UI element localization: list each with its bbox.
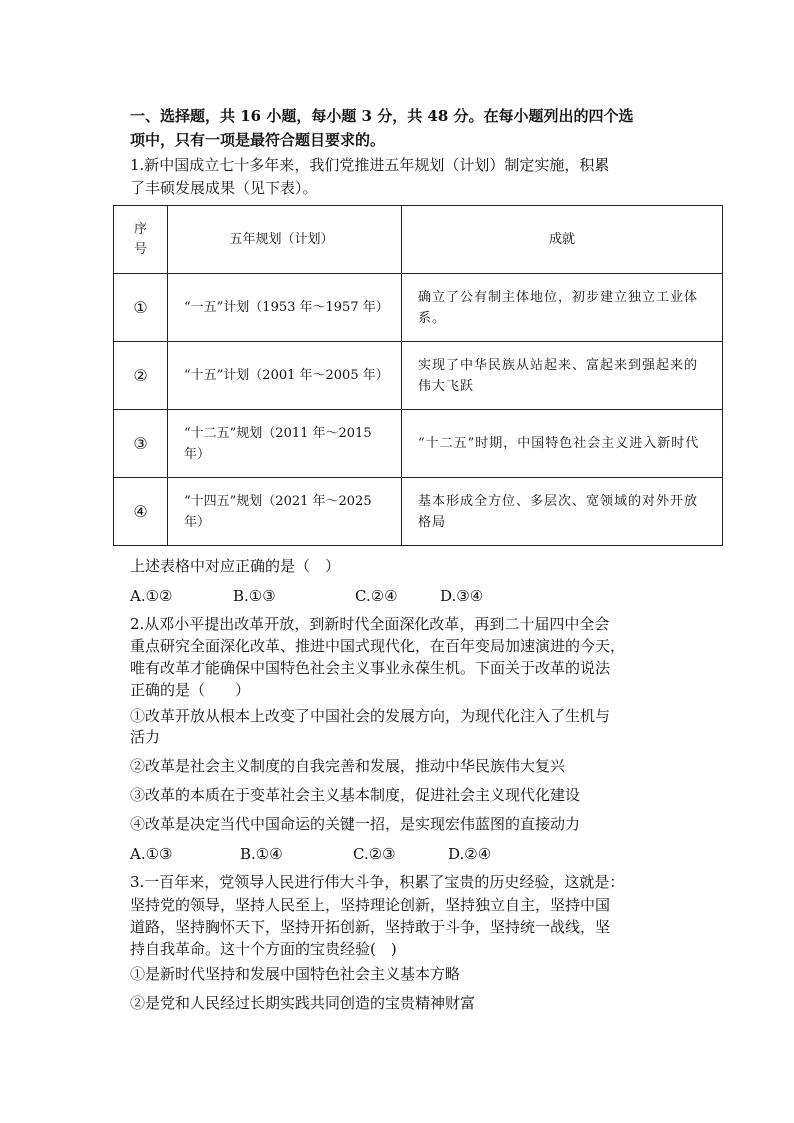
q2-option-b[interactable]: B.①④ xyxy=(240,845,283,863)
header-seq: 序号 xyxy=(114,206,168,274)
q1-option-d[interactable]: D.③④ xyxy=(440,587,484,605)
q1-stem-line2: 了丰硕发展成果（见下表）。 xyxy=(130,179,318,197)
five-year-plan-table xyxy=(113,205,723,546)
header-achievement: 成就 xyxy=(402,206,723,274)
header-plan: 五年规划（计划） xyxy=(168,206,402,274)
q1-option-c[interactable]: C.②④ xyxy=(355,587,398,605)
q3-stem-line2: 坚持党的领导，坚持人民至上，坚持理论创新，坚持独立自主，坚持中国 xyxy=(130,896,611,914)
q1-stem-line1: 1.新中国成立七十多年来，我们党推进五年规划（计划）制定实施，积累 xyxy=(130,156,610,174)
q2-statement-1-cont: 活力 xyxy=(130,728,161,746)
row-seq: ④ xyxy=(114,478,168,546)
table-row xyxy=(114,274,723,342)
table-row xyxy=(114,478,723,546)
q2-statement-1: ①改革开放从根本上改变了中国社会的发展方向，为现代化注入了生机与 xyxy=(130,707,611,725)
q3-statement-2: ②是党和人民经过长期实践共同创造的宝贵精神财富 xyxy=(130,994,476,1012)
row-plan: “十二五”规划（2011 年～2015 年） xyxy=(168,410,402,478)
q1-question: 上述表格中对应正确的是（ ） xyxy=(130,557,341,575)
q3-stem-line3: 道路，坚持胸怀天下，坚持开拓创新，坚持敢于斗争，坚持统一战线，坚 xyxy=(130,918,611,936)
row-achievement: 实现了中华民族从站起来、富起来到强起来的伟大飞跃 xyxy=(402,342,723,410)
row-plan: “十五”计划（2001 年～2005 年） xyxy=(168,342,402,410)
q2-option-c[interactable]: C.②③ xyxy=(353,845,396,863)
row-plan: “一五”计划（1953 年～1957 年） xyxy=(168,274,402,342)
q2-stem-line3: 唯有改革才能确保中国特色社会主义事业永葆生机。下面关于改革的说法 xyxy=(130,659,611,677)
q3-stem-line1: 3.一百年来，党领导人民进行伟大斗争，积累了宝贵的历史经验，这就是： xyxy=(130,873,625,891)
q1-option-b[interactable]: B.①③ xyxy=(233,587,276,605)
q2-statement-4: ④改革是决定当代中国命运的关键一招，是实现宏伟蓝图的直接动力 xyxy=(130,815,581,833)
q2-statement-2: ②改革是社会主义制度的自我完善和发展，推动中华民族伟大复兴 xyxy=(130,757,566,775)
q1-option-a[interactable]: A.①② xyxy=(130,587,173,605)
table-header-row xyxy=(114,206,723,274)
q2-statement-3: ③改革的本质在于变革社会主义基本制度，促进社会主义现代化建设 xyxy=(130,786,581,804)
q2-stem-line2: 重点研究全面深化改革、推进中国式现代化，在百年变局加速演进的今天， xyxy=(130,637,626,655)
q2-option-a[interactable]: A.①③ xyxy=(130,845,173,863)
row-plan: “十四五”规划（2021 年～2025 年） xyxy=(168,478,402,546)
table-row xyxy=(114,342,723,410)
table-row xyxy=(114,410,723,478)
q2-option-d[interactable]: D.②④ xyxy=(448,845,492,863)
q2-stem-line4: 正确的是（ ） xyxy=(130,681,251,699)
row-seq: ② xyxy=(114,342,168,410)
row-achievement: 基本形成全方位、多层次、宽领域的对外开放格局 xyxy=(402,478,723,546)
section-header-line1: 一、选择题，共 16 小题，每小题 3 分，共 48 分。在每小题列出的四个选 xyxy=(130,107,634,125)
row-seq: ③ xyxy=(114,410,168,478)
q3-stem-line4: 持自我革命。这十个方面的宝贵经验( ) xyxy=(130,940,397,958)
row-achievement: 确立了公有制主体地位，初步建立独立工业体系。 xyxy=(402,274,723,342)
row-seq: ① xyxy=(114,274,168,342)
q3-statement-1: ①是新时代坚持和发展中国特色社会主义基本方略 xyxy=(130,965,461,983)
q2-stem-line1: 2.从邓小平提出改革开放，到新时代全面深化改革，再到二十届四中全会 xyxy=(130,615,610,633)
row-achievement: “十二五”时期，中国特色社会主义进入新时代 xyxy=(402,410,723,478)
section-header-line2: 项中，只有一项是最符合题目要求的。 xyxy=(130,131,386,149)
